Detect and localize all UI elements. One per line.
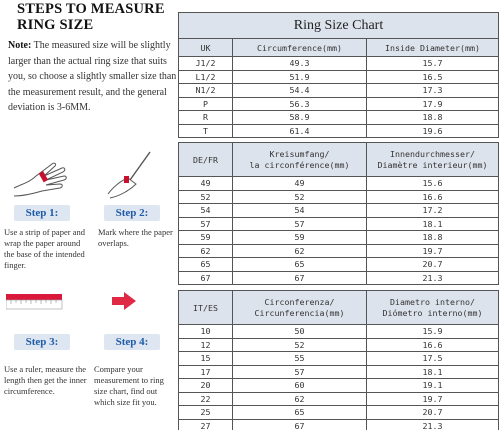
table-row bbox=[179, 84, 499, 98]
table-cell: 58.9 bbox=[233, 111, 367, 125]
table-cell: 19.6 bbox=[367, 124, 499, 138]
table-row bbox=[179, 204, 499, 218]
table-cell: 18.8 bbox=[367, 111, 499, 125]
table-cell: 18.8 bbox=[367, 231, 499, 245]
de-diameter-header-line-2: Diamètre interieur(mm) bbox=[377, 159, 488, 170]
de-circumference-header-line-2: la circonférence(mm) bbox=[249, 159, 350, 170]
table-cell: 15.7 bbox=[367, 57, 499, 71]
ruler-illustration bbox=[6, 294, 64, 314]
de-fr-header: DE/FR bbox=[179, 143, 233, 177]
table-cell: 67 bbox=[179, 271, 233, 285]
table-row bbox=[179, 57, 499, 71]
table-cell: N1/2 bbox=[179, 84, 233, 98]
step-1-label: Step 1: bbox=[14, 205, 70, 221]
table-cell: 52 bbox=[233, 338, 367, 352]
de-header-row bbox=[179, 143, 499, 177]
table-cell: 19.7 bbox=[367, 244, 499, 258]
table-cell: 55 bbox=[233, 352, 367, 366]
note-label: Note: bbox=[8, 40, 32, 51]
step-3-description: Use a ruler, measure the length then get the inner circumference. bbox=[4, 364, 87, 396]
table-cell: 50 bbox=[233, 325, 367, 339]
table-cell: 60 bbox=[233, 379, 367, 393]
uk-header: UK bbox=[179, 39, 233, 57]
table-cell: 20.7 bbox=[367, 406, 499, 420]
table-cell: 15 bbox=[179, 352, 233, 366]
hand-wrap-illustration bbox=[12, 158, 74, 198]
table-cell: 62 bbox=[179, 244, 233, 258]
table-row bbox=[179, 325, 499, 339]
table-row bbox=[179, 419, 499, 430]
table-cell: 54 bbox=[233, 204, 367, 218]
table-cell: P bbox=[179, 97, 233, 111]
table-cell: 18.1 bbox=[367, 365, 499, 379]
table-cell: 12 bbox=[179, 338, 233, 352]
uk-header-row bbox=[179, 39, 499, 57]
table-cell: 62 bbox=[233, 392, 367, 406]
it-circumference-header bbox=[233, 291, 367, 325]
note-text: The measured size will be slightly larger than the actual ring size that suits you, so choose a slightly smaller size than the measurement result, and the general deviation is 3-6MM. bbox=[8, 40, 177, 113]
it-circumference-header-line-2: Circunferencia(mm) bbox=[254, 307, 345, 318]
table-cell: 18.1 bbox=[367, 217, 499, 231]
it-diameter-header bbox=[367, 291, 499, 325]
note-paragraph bbox=[8, 38, 178, 116]
table-cell: 17.3 bbox=[367, 84, 499, 98]
table-cell: 57 bbox=[233, 217, 367, 231]
table-row bbox=[179, 271, 499, 285]
table-cell: 17 bbox=[179, 365, 233, 379]
table-cell: 20.7 bbox=[367, 258, 499, 272]
table-row bbox=[179, 365, 499, 379]
step-4-description: Compare your measurement to ring size chart, find out which size fit you. bbox=[94, 364, 164, 407]
table-cell: 67 bbox=[233, 419, 367, 430]
table-cell: 16.6 bbox=[367, 190, 499, 204]
table-row bbox=[179, 217, 499, 231]
table-cell: 10 bbox=[179, 325, 233, 339]
table-cell: 17.9 bbox=[367, 97, 499, 111]
step-4-label: Step 4: bbox=[104, 334, 160, 350]
table-cell: 15.9 bbox=[367, 325, 499, 339]
de-circumference-header bbox=[233, 143, 367, 177]
table-cell: 17.5 bbox=[367, 352, 499, 366]
de-fr-size-table bbox=[178, 142, 499, 285]
table-row bbox=[179, 244, 499, 258]
table-row bbox=[179, 352, 499, 366]
heading-line-1: STEPS TO MEASURE bbox=[17, 1, 165, 17]
table-row bbox=[179, 111, 499, 125]
table-row bbox=[179, 177, 499, 191]
table-cell: R bbox=[179, 111, 233, 125]
table-cell: 57 bbox=[233, 365, 367, 379]
table-cell: 62 bbox=[233, 244, 367, 258]
table-cell: 20 bbox=[179, 379, 233, 393]
step-2-description: Mark where the paper overlaps. bbox=[98, 227, 173, 248]
it-circumference-header-line-1: Circonferenza/ bbox=[264, 296, 335, 307]
table-row bbox=[179, 190, 499, 204]
step-1-description: Use a strip of paper and wrap the paper around the base of the intended finger. bbox=[4, 227, 85, 270]
de-diameter-header bbox=[367, 143, 499, 177]
table-cell: 15.6 bbox=[367, 177, 499, 191]
table-cell: 49.3 bbox=[233, 57, 367, 71]
table-row bbox=[179, 258, 499, 272]
uk-diameter-header: Inside Diameter(mm) bbox=[367, 39, 499, 57]
table-cell: 65 bbox=[233, 258, 367, 272]
uk-circumference-header: Circumference(mm) bbox=[233, 39, 367, 57]
it-header-row bbox=[179, 291, 499, 325]
heading-line-2: RING SIZE bbox=[17, 17, 94, 33]
de-diameter-header-line-1: Innendurchmesser/ bbox=[390, 148, 475, 159]
it-es-header: IT/ES bbox=[179, 291, 233, 325]
table-cell: J1/2 bbox=[179, 57, 233, 71]
table-cell: 21.3 bbox=[367, 419, 499, 430]
table-cell: 59 bbox=[233, 231, 367, 245]
table-cell: 67 bbox=[233, 271, 367, 285]
it-es-size-table bbox=[178, 290, 499, 430]
instructions-heading bbox=[17, 1, 165, 33]
table-cell: 54 bbox=[179, 204, 233, 218]
table-row bbox=[179, 97, 499, 111]
it-diameter-header-line-1: Diametro interno/ bbox=[390, 296, 475, 307]
table-cell: 65 bbox=[179, 258, 233, 272]
table-cell: 19.7 bbox=[367, 392, 499, 406]
table-cell: 21.3 bbox=[367, 271, 499, 285]
table-row bbox=[179, 124, 499, 138]
table-cell: 22 bbox=[179, 392, 233, 406]
table-cell: 16.5 bbox=[367, 70, 499, 84]
table-cell: T bbox=[179, 124, 233, 138]
it-diameter-header-line-2: Diómetro interno(mm) bbox=[382, 307, 483, 318]
de-circumference-header-line-1: Kreisumfang/ bbox=[269, 148, 330, 159]
arrow-right-icon bbox=[112, 292, 136, 310]
table-cell: 27 bbox=[179, 419, 233, 430]
table-row bbox=[179, 406, 499, 420]
uk-size-table bbox=[178, 12, 499, 138]
table-cell: 65 bbox=[233, 406, 367, 420]
table-cell: 19.1 bbox=[367, 379, 499, 393]
table-cell: 52 bbox=[233, 190, 367, 204]
table-row bbox=[179, 379, 499, 393]
table-cell: 51.9 bbox=[233, 70, 367, 84]
instructions-panel bbox=[0, 0, 178, 430]
chart-title: Ring Size Chart bbox=[179, 13, 499, 39]
table-row bbox=[179, 338, 499, 352]
table-cell: 59 bbox=[179, 231, 233, 245]
table-cell: 61.4 bbox=[233, 124, 367, 138]
table-cell: 49 bbox=[179, 177, 233, 191]
table-cell: 52 bbox=[179, 190, 233, 204]
table-row bbox=[179, 392, 499, 406]
pen-mark-illustration bbox=[100, 150, 160, 200]
table-cell: 54.4 bbox=[233, 84, 367, 98]
step-2-label: Step 2: bbox=[104, 205, 160, 221]
table-row bbox=[179, 231, 499, 245]
step-3-label: Step 3: bbox=[14, 334, 70, 350]
table-row bbox=[179, 70, 499, 84]
table-cell: 17.2 bbox=[367, 204, 499, 218]
table-cell: 25 bbox=[179, 406, 233, 420]
table-cell: 57 bbox=[179, 217, 233, 231]
table-cell: 56.3 bbox=[233, 97, 367, 111]
table-cell: 16.6 bbox=[367, 338, 499, 352]
table-cell: L1/2 bbox=[179, 70, 233, 84]
table-cell: 49 bbox=[233, 177, 367, 191]
